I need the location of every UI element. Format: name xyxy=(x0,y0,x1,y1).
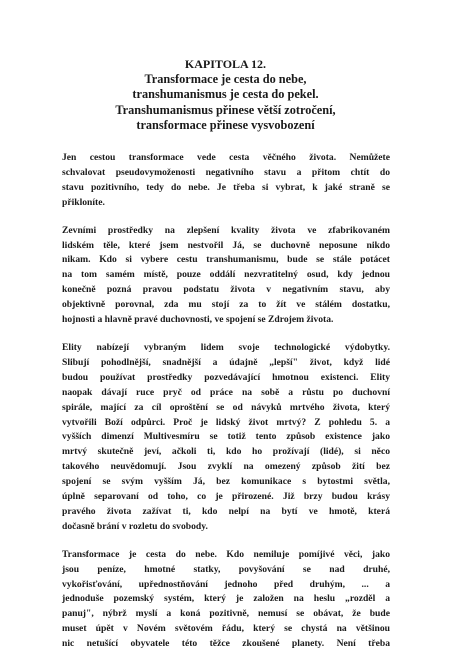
text-line: dočasně brání v rozletu do svobody. xyxy=(62,520,208,532)
text-line: objektivně porovnal, zda mu stojí za to žít ve stálém dostatku, xyxy=(62,299,390,311)
text-line: stavu pozitivního, tedy do nebe. Je třeba si vybrat, k jaké straně se xyxy=(62,181,390,193)
text-line: jednoduše pozemský systém, který je založen na heslu „rozděl a xyxy=(62,593,390,605)
chapter-title-line: Transformace je cesta do nebe, xyxy=(144,72,307,87)
text-line: vykořisťování, upřednostňování jednoho před druhým, ... a xyxy=(62,578,390,590)
chapter-title-line: Transhumanismus přinese větší zotročení, xyxy=(115,102,336,117)
text-line: konečně pozná pravou podstatu života v negativním stavu, aby xyxy=(62,284,390,296)
paragraph xyxy=(62,341,390,535)
text-line: nic netušící obyvatele této těžce zkoušené planety. Není třeba xyxy=(62,638,390,650)
text-line: pravého života zažívat ti, kdo nelpí na bytí ve hmotě, která xyxy=(62,505,390,517)
text-line: schvalovat pseudovymoženosti negativního stavu a přitom chtít do xyxy=(62,166,390,178)
text-line: vyšších dimenzí Multivesmíru se totiž tento způsob existence jako xyxy=(62,431,390,443)
text-line: Jen cestou transformace vede cesta věčného života. Nemůžete xyxy=(62,152,390,163)
text-line: spojení se svým vyšším Já, bez komunikace s bytostmi světla, xyxy=(62,476,390,488)
text-line: Zevními prostředky na zlepšení kvality života ve zfabrikovaném xyxy=(62,224,390,236)
text-line: vytvořili Boží odpůrci. Proč je lidský život mrtvý? Z pohledu 5. a xyxy=(62,416,390,428)
chapter-heading xyxy=(60,57,391,133)
body-text xyxy=(62,151,390,665)
text-line: Transformace je cesta do nebe. Kdo nemiluje pomíjivé věci, jako xyxy=(62,548,390,560)
text-line: spirále, mající za cíl oproštění se od návyků mrtvého života, který xyxy=(62,401,390,413)
paragraph xyxy=(62,548,390,652)
chapter-title-line: transhumanismus je cesta do pekel. xyxy=(132,87,319,102)
text-line: mrtvý skutečně jeví, ačkoli ti, kdo ho prožívají (lidé), si něco xyxy=(62,446,390,458)
text-line: budou používat prostředky pozvedávající hmotnou existenci. Elity xyxy=(62,371,390,383)
text-line: lidském těle, které jsem nestvořil Já, se duchovně neposune nikdo xyxy=(62,239,390,251)
text-line: Elity nabízejí vybraným lidem svoje technologické výdobytky. xyxy=(62,341,390,353)
text-line: muset úpět v Novém světovém řádu, který se chystá na většinou xyxy=(62,623,390,635)
text-line: přikloníte. xyxy=(62,196,105,208)
chapter-number: KAPITOLA 12. xyxy=(184,57,267,71)
text-line: hojnosti a hlavně pravé duchovnosti, ve spojení se Zdrojem života. xyxy=(62,314,334,326)
text-line: naopak dávají ruce pryč od práce na sobě a růstu po duchovní xyxy=(62,386,390,398)
paragraph xyxy=(62,151,390,211)
text-line: úplně separovaní od toho, co je přirozené. Již brzy budou krásy xyxy=(62,491,390,503)
text-line: jsou peníze, hmotné statky, povyšování se nad druhé, xyxy=(62,563,390,575)
text-line: panuj", nýbrž myslí a koná pozitivně, nemusí se obávat, že bude xyxy=(62,608,390,620)
chapter-title-line: transformace přinese vysvobození xyxy=(136,117,315,132)
paragraph xyxy=(62,224,390,328)
text-line: Slibují pohodlnější, snadnější a údajně „lepší" život, když lidé xyxy=(62,356,390,368)
text-line: nikam. Kdo si vybere cestu transhumanismu, bude se stále potácet xyxy=(62,254,390,266)
text-line: takového neuvědomují. Jsou zvyklí na omezený způsob žití bez xyxy=(62,461,390,473)
text-line: na tom samém místě, pouze oddálí nezvratitelný osud, kdy jednou xyxy=(62,269,390,281)
